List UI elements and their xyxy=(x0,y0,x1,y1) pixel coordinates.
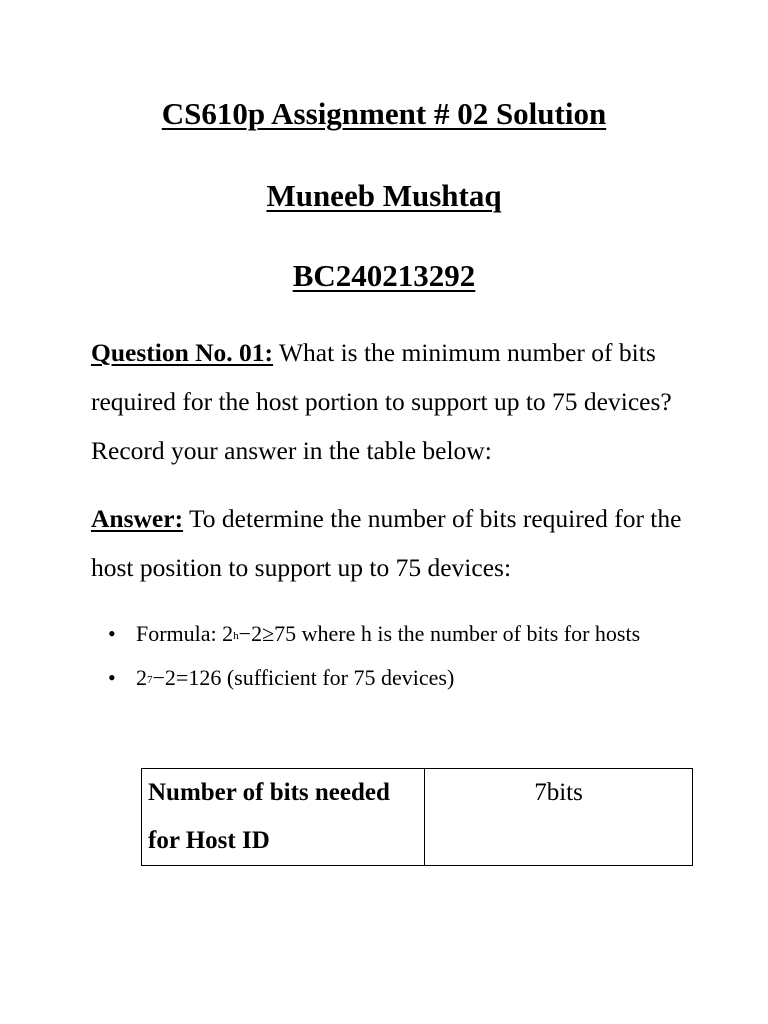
bullet-icon: • xyxy=(108,621,116,646)
calculation-exponent: 7 xyxy=(147,674,153,686)
table-value-cell: 7bits xyxy=(425,769,693,866)
table-row xyxy=(142,769,693,866)
answer-text: To determine the number of bits required for the host position to support up to 75 devices: xyxy=(91,504,682,582)
answer-label: Answer: xyxy=(91,504,184,533)
calculation-prefix: 2 xyxy=(136,665,147,690)
question-paragraph xyxy=(91,328,691,475)
document-title-text: CS610p Assignment # 02 Solution xyxy=(161,96,607,131)
student-id xyxy=(0,258,768,294)
student-id-text: BC240213292 xyxy=(292,258,476,293)
author-name xyxy=(0,178,768,214)
question-text: What is the minimum number of bits required for the host portion to support up to 75 devices? Record your answer in the table below: xyxy=(91,338,672,465)
author-name-text: Muneeb Mushtaq xyxy=(266,178,502,213)
document-title xyxy=(0,96,768,132)
list-item-calculation xyxy=(108,656,668,700)
calculation-suffix: −2=126 (sufficient for 75 devices) xyxy=(152,665,455,690)
formula-prefix: Formula: 2 xyxy=(136,621,234,646)
question-label: Question No. 01: xyxy=(91,338,274,367)
table-label-cell: Number of bits needed for Host ID xyxy=(142,769,425,866)
bullet-icon: • xyxy=(108,665,116,690)
formula-exponent: h xyxy=(233,630,239,642)
list-item-formula xyxy=(108,612,668,656)
answer-table xyxy=(141,768,693,866)
formula-suffix: −2≥75 where h is the number of bits for hosts xyxy=(238,621,641,646)
answer-paragraph xyxy=(91,494,691,592)
bullet-list xyxy=(108,612,668,700)
